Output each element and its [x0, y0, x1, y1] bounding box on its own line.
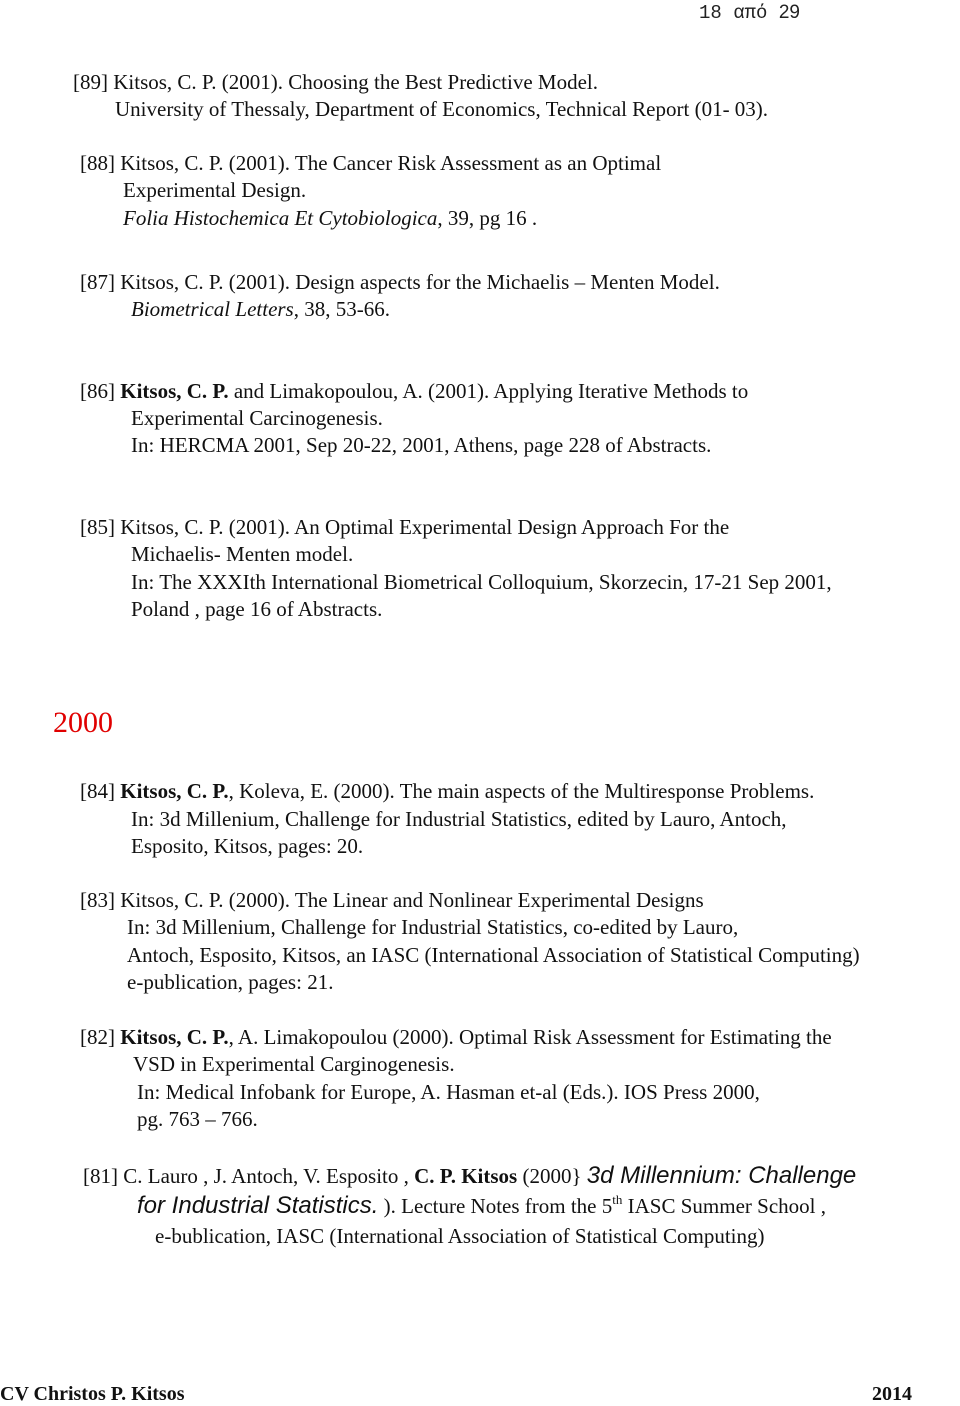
- ref-86-line-2: Experimental Carcinogenesis.: [131, 406, 383, 430]
- ref-81-line-2: [137, 1194, 826, 1218]
- journal-details: , 38, 53-66.: [293, 297, 390, 321]
- ref-year: (2000}: [517, 1164, 582, 1188]
- ordinal-suffix: th: [612, 1192, 623, 1207]
- year-heading: 2000: [53, 706, 113, 739]
- ref-text-end: IASC Summer School ,: [622, 1194, 826, 1218]
- ref-86-line-1: [80, 379, 748, 403]
- ref-84-line-3: Esposito, Kitsos, pages: 20.: [131, 834, 364, 858]
- footer-year: 2014: [872, 1383, 912, 1405]
- ref-85-line-2: Michaelis- Menten model.: [131, 542, 354, 566]
- ref-83-line-4: e-publication, pages: 21.: [127, 970, 334, 994]
- ref-84-line-2: In: 3d Millenium, Challenge for Industrial Statistics, edited by Lauro, Antoch,: [131, 807, 787, 831]
- ref-87-line-1: [87] Kitsos, C. P. (2001). Design aspects for the Michaelis – Menten Model.: [80, 270, 720, 294]
- author-bold: Kitsos, C. P.: [120, 379, 229, 403]
- page-counter: [699, 2, 800, 24]
- ref-82-line-4: pg. 763 – 766.: [137, 1107, 258, 1131]
- journal-title: Folia Histochemica Et Cytobiologica: [123, 206, 438, 230]
- ref-85-line-3: In: The XXXIth International Biometrical Colloquium, Skorzecin, 17-21 Sep 2001,: [131, 570, 832, 594]
- footer-cv-name: CV Christos P. Kitsos: [0, 1383, 185, 1405]
- ref-text: , Koleva, E. (2000). The main aspects of the Multiresponse Problems.: [228, 779, 815, 803]
- ref-text: and Limakopoulou, A. (2001). Applying Iterative Methods to: [228, 379, 749, 403]
- ref-88-line-1: [88] Kitsos, C. P. (2001). The Cancer Risk Assessment as an Optimal: [80, 151, 662, 175]
- ref-82-line-2: VSD in Experimental Carginogenesis.: [133, 1052, 455, 1076]
- ref-84-line-1: [80, 779, 814, 803]
- page-current: 18: [699, 2, 722, 24]
- journal-title: Biometrical Letters: [131, 297, 294, 321]
- ref-87-line-2: [131, 297, 390, 321]
- ref-85-line-1: [85] Kitsos, C. P. (2001). An Optimal Experimental Design Approach For the: [80, 515, 730, 539]
- page-total: 29: [778, 2, 800, 23]
- ref-number: [82]: [80, 1025, 121, 1049]
- ref-83-line-2: In: 3d Millenium, Challenge for Industrial Statistics, co-edited by Lauro,: [127, 915, 739, 939]
- ref-89-line-1: [89] Kitsos, C. P. (2001). Choosing the Best Predictive Model.: [73, 70, 598, 94]
- book-title: 3d Millennium: Challenge: [586, 1162, 857, 1189]
- author-bold: Kitsos, C. P.: [120, 1025, 229, 1049]
- ref-81-line-1: [83, 1164, 856, 1188]
- author-bold: C. P. Kitsos: [414, 1164, 518, 1188]
- ref-83-line-1: [83] Kitsos, C. P. (2000). The Linear and Nonlinear Experimental Designs: [80, 888, 704, 912]
- ref-83-line-3: Antoch, Esposito, Kitsos, an IASC (International Association of Statistical Computing): [127, 943, 860, 967]
- ref-authors: [81] C. Lauro , J. Antoch, V. Esposito ,: [83, 1164, 415, 1188]
- ref-number: [86]: [80, 379, 121, 403]
- journal-details: , 39, pg 16 .: [437, 206, 538, 230]
- author-bold: Kitsos, C. P.: [120, 779, 229, 803]
- ref-81-line-3: e-bublication, IASC (International Association of Statistical Computing): [155, 1224, 765, 1248]
- ref-text: , A. Limakopoulou (2000). Optimal Risk Assessment for Estimating the: [228, 1025, 832, 1049]
- ref-88-line-2: Experimental Design.: [123, 178, 307, 202]
- ref-86-line-3: In: HERCMA 2001, Sep 20-22, 2001, Athens, page 228 of Abstracts.: [131, 433, 712, 457]
- ref-82-line-1: [80, 1025, 832, 1049]
- ref-89-line-2: University of Thessaly, Department of Economics, Technical Report (01- 03).: [115, 97, 769, 121]
- ref-85-line-4: Poland , page 16 of Abstracts.: [131, 597, 383, 621]
- ref-number: [84]: [80, 779, 121, 803]
- ref-text: ). Lecture Notes from the 5: [378, 1194, 613, 1218]
- book-title-cont: for Industrial Statistics.: [137, 1192, 379, 1219]
- ref-88-line-3: [123, 206, 537, 230]
- page-of: από: [733, 2, 768, 24]
- ref-82-line-3: In: Medical Infobank for Europe, A. Hasman et-al (Eds.). IOS Press 2000,: [137, 1080, 760, 1104]
